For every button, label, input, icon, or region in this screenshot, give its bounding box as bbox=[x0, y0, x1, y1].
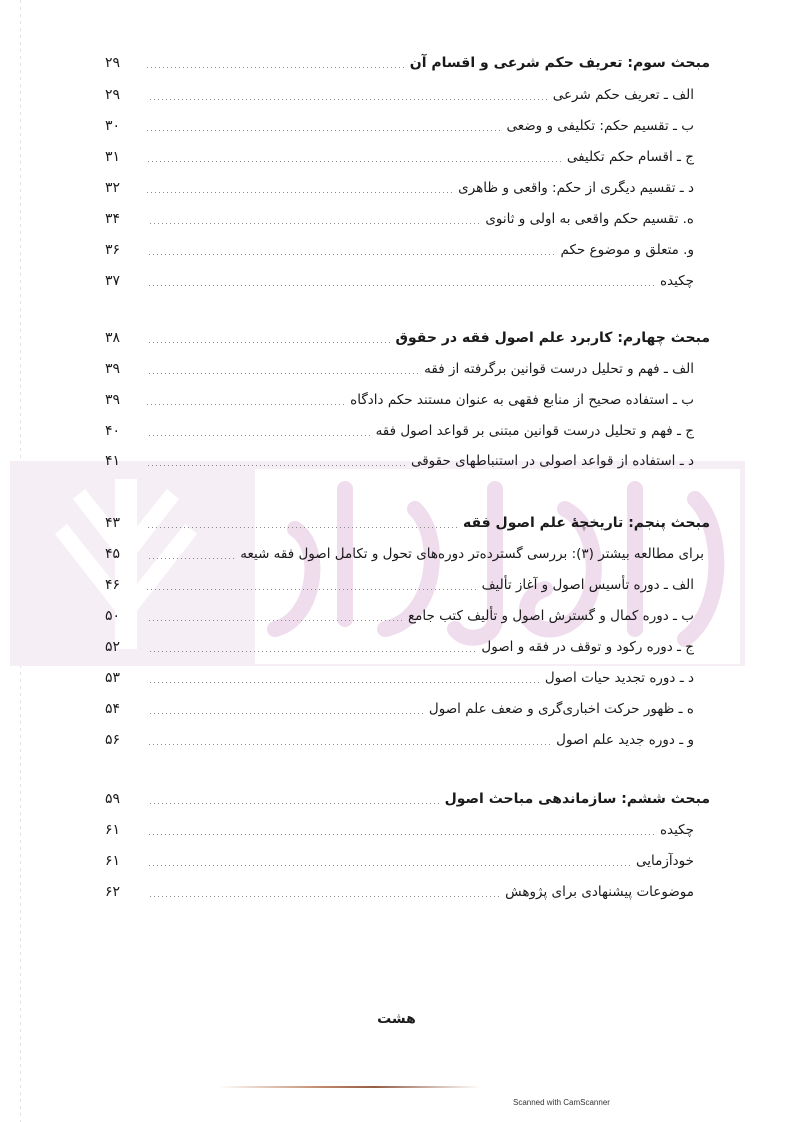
toc-entry[interactable] bbox=[105, 356, 710, 378]
toc-page-number: ۴۳ bbox=[105, 515, 121, 531]
toc-page-number: ۳۲ bbox=[105, 180, 121, 196]
camscanner-label: Scanned with CamScanner bbox=[513, 1098, 610, 1107]
toc-heading-section-3[interactable] bbox=[105, 50, 710, 72]
dot-leader bbox=[147, 527, 457, 528]
toc-entry-title: ج ـ فهم و تحلیل درست قوانین مبتنی بر قواعد اصول فقه bbox=[375, 423, 694, 439]
dot-leader bbox=[147, 465, 405, 466]
dot-leader bbox=[147, 803, 439, 804]
toc-entry-title: خودآزمایی bbox=[636, 853, 694, 869]
dot-leader bbox=[147, 682, 539, 683]
toc-page-number: ۴۶ bbox=[105, 577, 121, 593]
dot-leader bbox=[147, 558, 234, 559]
toc-entry-title: الف ـ فهم و تحلیل درست قوانین برگرفته از فقه bbox=[424, 361, 694, 377]
toc-heading-title: مبحث پنجم: تاریخچهٔ علم اصول فقه bbox=[462, 515, 710, 531]
toc-entry[interactable] bbox=[105, 817, 710, 839]
toc-entry-title: د ـ تقسیم دیگری از حکم: واقعی و ظاهری bbox=[458, 180, 694, 196]
toc-page-number: ۳۴ bbox=[105, 211, 121, 227]
toc-entry[interactable] bbox=[105, 268, 710, 290]
toc-page-number: ۳۹ bbox=[105, 392, 121, 408]
toc-entry[interactable] bbox=[105, 848, 710, 870]
toc-entry[interactable] bbox=[105, 175, 710, 197]
toc-entry[interactable] bbox=[105, 82, 710, 104]
dot-leader bbox=[147, 435, 370, 436]
dot-leader bbox=[147, 404, 344, 405]
toc-entry[interactable] bbox=[105, 727, 710, 749]
toc-page-number: ۳۶ bbox=[105, 242, 121, 258]
toc-page-number: ۲۹ bbox=[105, 55, 121, 71]
dot-leader bbox=[147, 223, 479, 224]
dot-leader bbox=[147, 67, 404, 68]
dot-leader bbox=[147, 834, 654, 835]
dot-leader bbox=[147, 99, 547, 100]
toc-entry[interactable] bbox=[105, 634, 710, 656]
toc-entry-title: الف ـ تعریف حکم شرعی bbox=[552, 87, 694, 103]
toc-page-number: ۳۹ bbox=[105, 361, 121, 377]
toc-page-number: ۳۱ bbox=[105, 149, 121, 165]
dot-leader bbox=[147, 651, 475, 652]
dot-leader bbox=[147, 865, 630, 866]
toc-entry[interactable] bbox=[105, 237, 710, 259]
toc-heading-section-6[interactable] bbox=[105, 786, 710, 808]
dot-leader bbox=[147, 589, 476, 590]
toc-heading-section-4[interactable] bbox=[105, 325, 710, 347]
toc-page-number: ۵۲ bbox=[105, 639, 121, 655]
toc-page-number: ۵۶ bbox=[105, 732, 121, 748]
toc-entry-title: چکیده bbox=[659, 822, 694, 838]
toc-entry-further-reading[interactable] bbox=[105, 541, 710, 563]
dot-leader bbox=[147, 130, 500, 131]
toc-entry[interactable] bbox=[105, 665, 710, 687]
toc-entry[interactable] bbox=[105, 603, 710, 625]
toc-entry-title: برای مطالعه بیشتر (۳): بررسی گسترده‌تر دوره‌های تحول و تکامل اصول فقه شیعه bbox=[240, 546, 704, 562]
toc-page-number: ۵۰ bbox=[105, 608, 121, 624]
toc-page-number: ۵۹ bbox=[105, 791, 121, 807]
toc-page-number: ۶۱ bbox=[105, 822, 121, 838]
toc-entry[interactable] bbox=[105, 418, 710, 440]
toc-entry-title: ب ـ تقسیم حکم: تکلیفی و وضعی bbox=[506, 118, 694, 134]
toc-entry-title: و. متعلق و موضوع حکم bbox=[560, 242, 694, 258]
toc-entry-title: ب ـ دوره کمال و گسترش اصول و تألیف کتب جامع bbox=[407, 608, 694, 624]
toc-entry-title: ه ـ ظهور حرکت اخباری‌گری و ضعف علم اصول bbox=[428, 701, 694, 717]
page-number-footer: هشت bbox=[377, 1011, 416, 1027]
toc-entry[interactable] bbox=[105, 572, 710, 594]
toc-entry-title: د ـ دوره تجدید حیات اصول bbox=[544, 670, 694, 686]
toc-entry[interactable] bbox=[105, 879, 710, 901]
toc-entry[interactable] bbox=[105, 387, 710, 409]
toc-entry-title: ج ـ اقسام حکم تکلیفی bbox=[566, 149, 694, 165]
toc-heading-title: مبحث ششم: سازماندهی مباحث اصول bbox=[444, 791, 710, 807]
dot-leader bbox=[147, 285, 654, 286]
toc-entry-title: چکیده bbox=[659, 273, 694, 289]
dot-leader bbox=[147, 896, 499, 897]
toc-page-number: ۴۵ bbox=[105, 546, 121, 562]
toc-page-number: ۶۲ bbox=[105, 884, 121, 900]
toc-entry-title: د ـ استفاده از قواعد اصولی در استنباطهای حقوقی bbox=[410, 453, 694, 469]
toc-page-number: ۵۳ bbox=[105, 670, 121, 686]
dot-leader bbox=[147, 342, 390, 343]
dot-leader bbox=[147, 620, 402, 621]
toc-entry[interactable] bbox=[105, 113, 710, 135]
toc-page-number: ۴۰ bbox=[105, 423, 121, 439]
toc-entry-title: ه. تقسیم حکم واقعی به اولی و ثانوی bbox=[485, 211, 694, 227]
scan-artifact-line bbox=[218, 1086, 480, 1088]
dot-leader bbox=[147, 744, 550, 745]
toc-heading-section-5[interactable] bbox=[105, 510, 710, 532]
toc-page-number: ۴۱ bbox=[105, 453, 121, 469]
dot-leader bbox=[147, 713, 423, 714]
toc-entry[interactable] bbox=[105, 206, 710, 228]
toc-entry-title: موضوعات پیشنهادی برای پژوهش bbox=[505, 884, 694, 900]
toc-entry-title: و ـ دوره جدید علم اصول bbox=[556, 732, 694, 748]
toc-entry-title: ج ـ دوره رکود و توقف در فقه و اصول bbox=[481, 639, 694, 655]
dot-leader bbox=[147, 254, 554, 255]
toc-heading-title: مبحث چهارم: کاربرد علم اصول فقه در حقوق bbox=[395, 330, 710, 346]
toc-entry[interactable] bbox=[105, 144, 710, 166]
toc-page-number: ۶۱ bbox=[105, 853, 121, 869]
dot-leader bbox=[147, 161, 561, 162]
toc-page-number: ۳۰ bbox=[105, 118, 121, 134]
toc-entry[interactable] bbox=[105, 448, 710, 470]
toc-entry[interactable] bbox=[105, 696, 710, 718]
toc-heading-title: مبحث سوم: تعریف حکم شرعی و اقسام آن bbox=[409, 55, 710, 71]
toc-page-number: ۳۸ bbox=[105, 330, 121, 346]
toc-entry-title: ب ـ استفاده صحیح از منابع فقهی به عنوان مستند حکم دادگاه bbox=[350, 392, 694, 408]
toc-page-number: ۳۷ bbox=[105, 273, 121, 289]
dot-leader bbox=[147, 373, 418, 374]
dot-leader bbox=[147, 192, 452, 193]
toc-page-number: ۵۴ bbox=[105, 701, 121, 717]
toc-entry-title: الف ـ دوره تأسیس اصول و آغاز تألیف bbox=[481, 577, 694, 593]
toc-page-number: ۲۹ bbox=[105, 87, 121, 103]
